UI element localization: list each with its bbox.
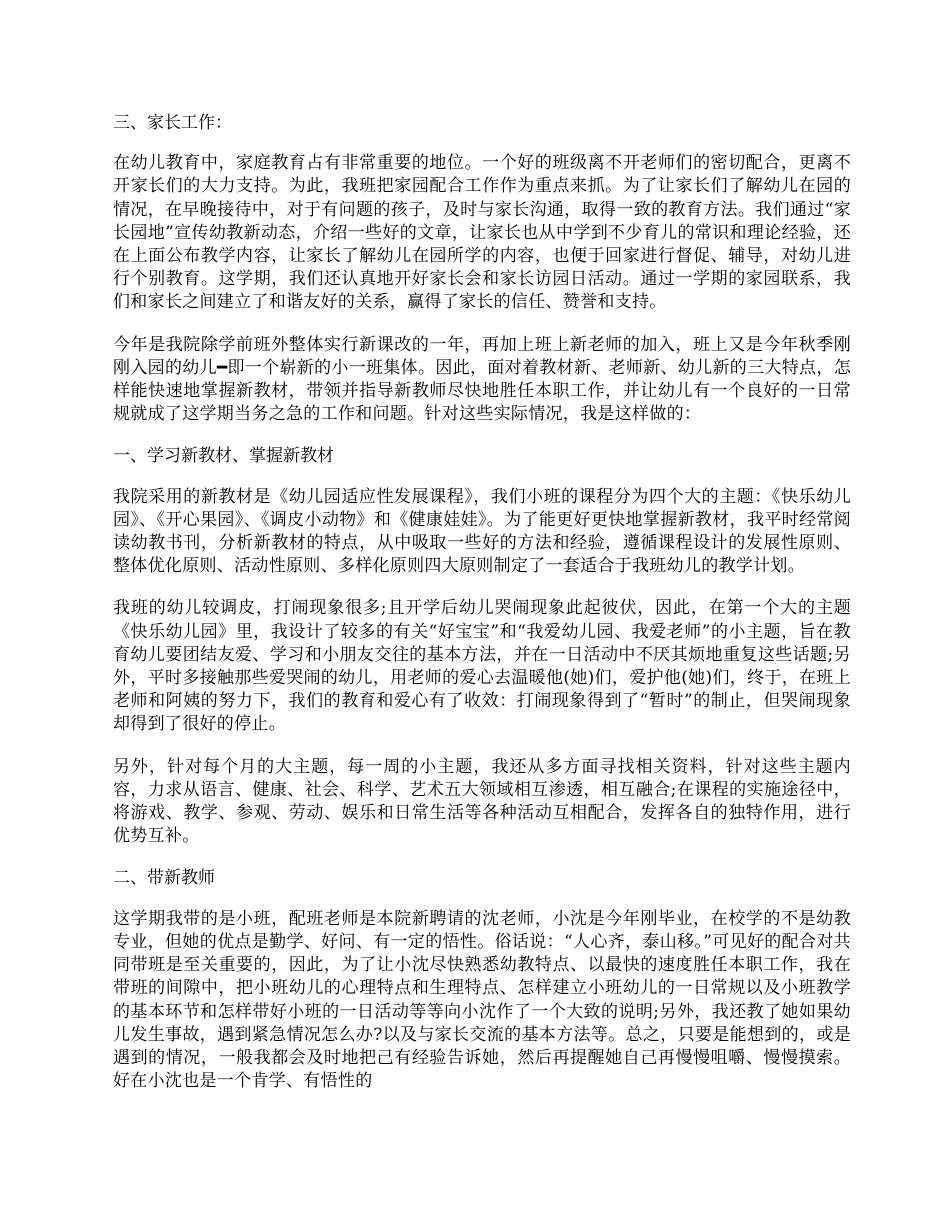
paragraph-theme-integration: 另外，针对每个月的大主题，每一周的小主题，我还从多方面寻找相关资料，针对这些主题内容，力求从语言、健康、社会、科学、艺术五大领域相互渗透，相互融合;在课程的实施途径中，将游戏、教学、参观、劳动、娱乐和日常生活等各种活动互相配合，发挥各自的独特作用，进行优势互补。 (113, 756, 851, 847)
document-page (113, 112, 851, 1112)
paragraph-new-teacher: 这学期我带的是小班，配班老师是本院新聘请的沈老师，小沈是今年刚毕业，在校学的不是幼教专业，但她的优点是勤学、好问、有一定的悟性。俗话说：“人心齐，泰山移。”可见好的配合对共同带班是至关重要的，因此，为了让小沈尽快熟悉幼教特点、以最快的速度胜任本职工作，我在带班的间隙中，把小班幼儿的心理特点和生理特点、怎样建立小班幼儿的一日常规以及小班教学的基本环节和怎样带好小班的一日活动等等向小沈作了一个大致的说明;另外，我还教了她如果幼儿发生事故，遇到紧急情况怎么办?以及与家长交流的基本方法等。总之，只要是能想到的，或是遇到的情况，一般我都会及时地把己有经验告诉她，然后再提醒她自己再慢慢咀嚼、慢慢摸索。好在小沈也是一个肯学、有悟性的 (113, 908, 851, 1092)
paragraph-family-education: 在幼儿教育中，家庭教育占有非常重要的地位。一个好的班级离不开老师们的密切配合，更离不开家长们的大力支持。为此，我班把家园配合工作作为重点来抓。为了让家长们了解幼儿在园的情况，在早晚接待中，对于有问题的孩子，及时与家长沟通，取得一致的教育方法。我们通过“家长园地”宣传幼教新动态，介绍一些好的文章，让家长也从中学到不少育儿的常识和理论经验，还在上面公布教学内容，让家长了解幼儿在园所学的内容，也便于回家进行督促、辅导，对幼儿进行个别教育。这学期，我们还认真地开好家长会和家长访园日活动。通过一学期的家园联系，我们和家长之间建立了和谐友好的关系，赢得了家长的信任、赞誉和支持。 (113, 153, 851, 313)
section-heading-new-teacher: 二、带新教师 (113, 868, 215, 889)
paragraph-class-discipline: 我班的幼儿较调皮，打闹现象很多;且开学后幼儿哭闹现象此起彼伏，因此，在第一个大的主题《快乐幼儿园》里，我设计了较多的有关“好宝宝”和“我爱幼儿园、我爱老师”的小主题，旨在教育幼儿要团结友爱、学习和小朋友交往的基本方法，并在一日活动中不厌其烦地重复这些话题;另外，平时多接触那些爱哭闹的幼儿，用老师的爱心去温暖他(她)们，爱护他(她)们，终于，在班上老师和阿姨的努力下，我们的教育和爱心有了收效：打闹现象得到了“暂时”的制止，但哭闹现象却得到了很好的停止。 (113, 598, 851, 735)
paragraph-new-materials: 我院采用的新教材是《幼儿园适应性发展课程》，我们小班的课程分为四个大的主题：《快乐幼儿园》、《开心果园》、《调皮小动物》和《健康娃娃》。为了能更好更快地掌握新教材，我平时经常阅读幼教书刊，分析新教材的特点，从中吸取一些好的方法和经验，遵循课程设计的发展性原则、整体优化原则、活动性原则、多样化原则四大原则制定了一套适合于我班幼儿的教学计划。 (113, 486, 851, 577)
section-heading-new-materials: 一、学习新教材、掌握新教材 (113, 446, 334, 467)
paragraph-new-curriculum-intro: 今年是我院除学前班外整体实行新课改的一年，再加上班上新老师的加入，班上又是今年秋季刚刚入园的幼儿━即一个崭新的小一班集体。因此，面对着教材新、老师新、幼儿新的三大特点，怎样能快速地掌握新教材，带领并指导新教师尽快地胜任本职工作，并让幼儿有一个良好的一日常规就成了这学期当务之急的工作和问题。针对这些实际情况，我是这样做的： (113, 334, 851, 425)
section-heading-parents-work: 三、家长工作： (113, 113, 232, 133)
